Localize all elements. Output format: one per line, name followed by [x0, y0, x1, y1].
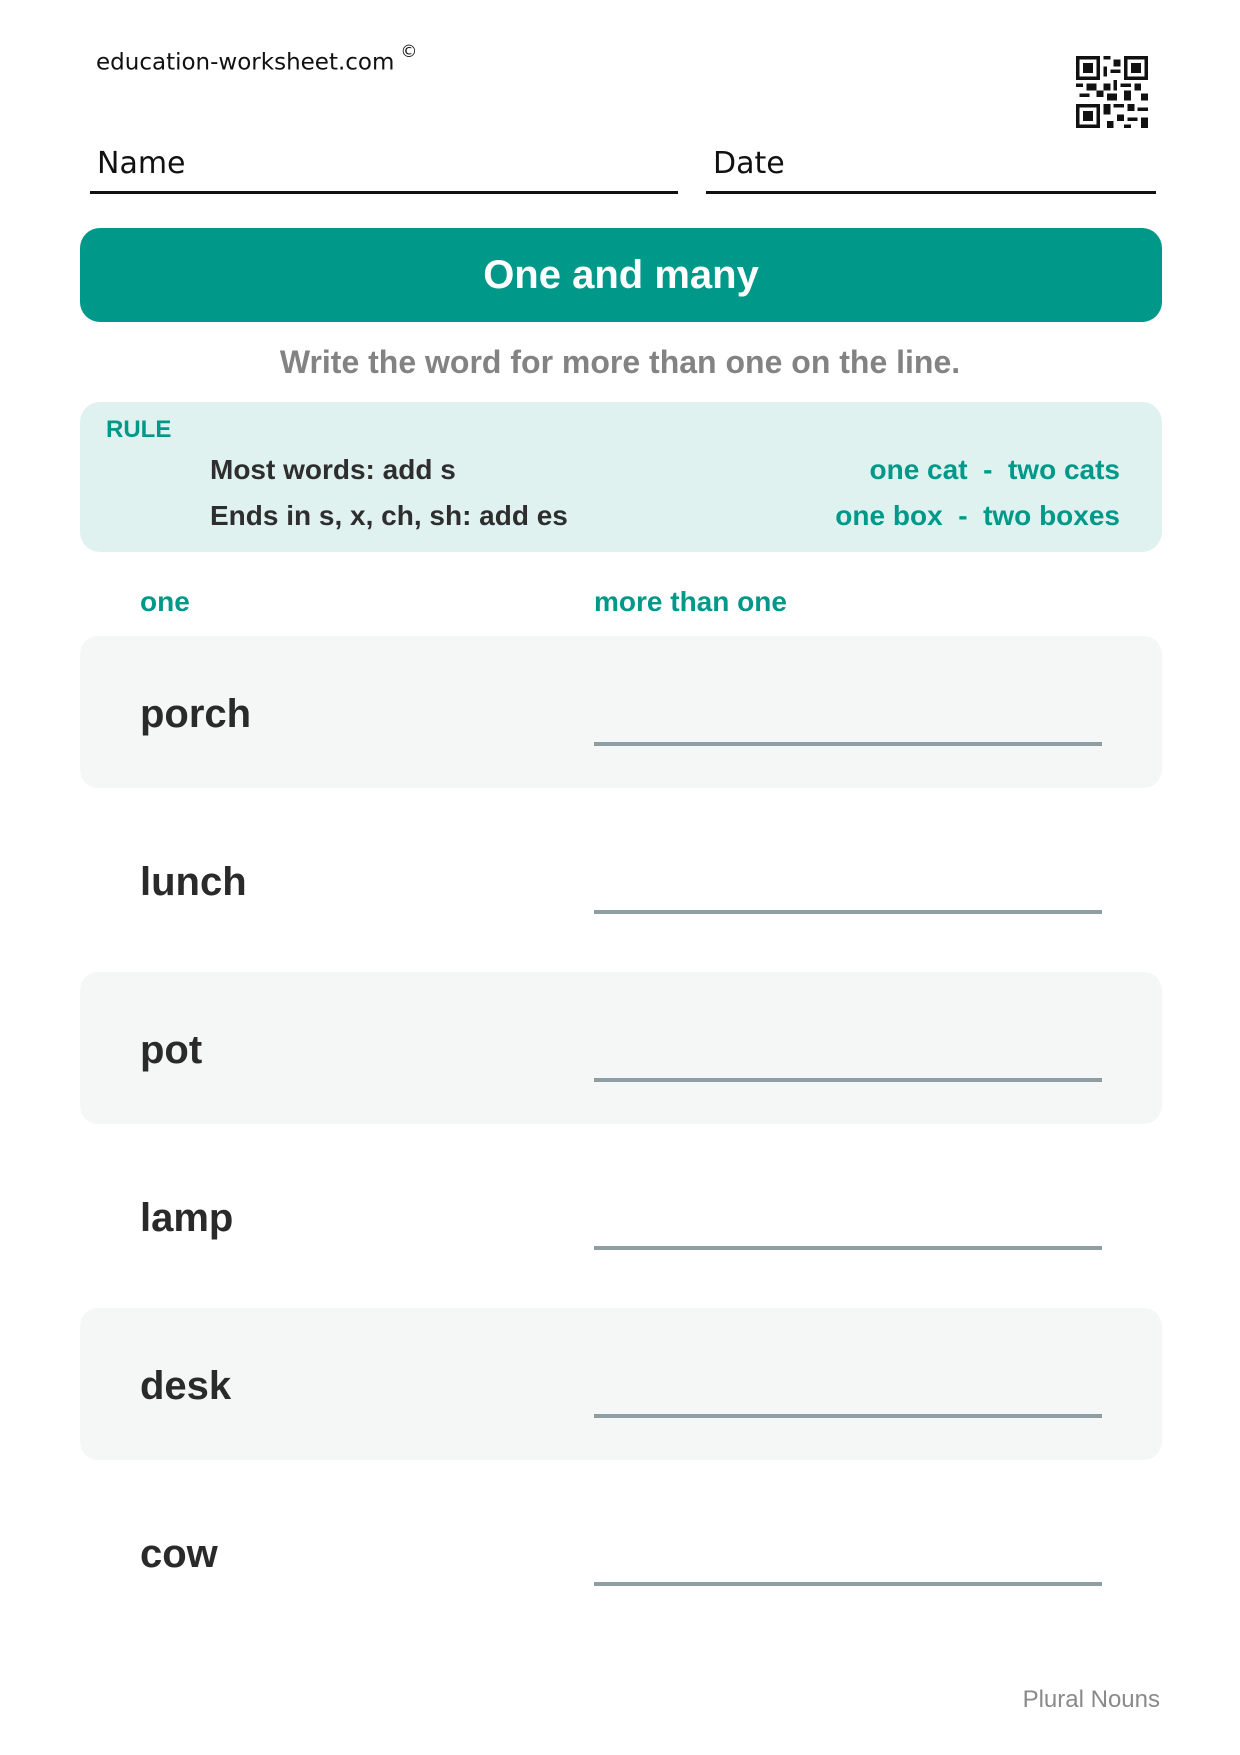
word: porch: [140, 692, 252, 736]
rule-example-cats: one cat - two cats: [869, 454, 1120, 485]
worksheet-title: One and many: [483, 252, 759, 297]
word: cow: [140, 1532, 218, 1576]
title-banner: [80, 228, 1162, 322]
word-row: [80, 972, 1162, 1124]
footer-topic: Plural Nouns: [1022, 1686, 1160, 1713]
rule-line-ends-in: Ends in s, x, ch, sh: add es: [210, 500, 568, 531]
rule-heading: RULE: [106, 416, 172, 443]
answer-line[interactable]: [594, 1246, 1102, 1250]
word: pot: [140, 1028, 203, 1072]
word-row: [80, 1140, 1162, 1292]
word-rows: [80, 636, 1162, 1644]
column-header-one: one: [140, 586, 190, 617]
answer-line[interactable]: [594, 1414, 1102, 1418]
word: desk: [140, 1364, 232, 1408]
name-label: Name: [97, 146, 186, 181]
site-name: [96, 42, 418, 76]
rule-example-boxes: one box - two boxes: [835, 500, 1120, 531]
qr-code-icon: [1076, 56, 1148, 128]
answer-line[interactable]: [594, 742, 1102, 746]
answer-line[interactable]: [594, 910, 1102, 914]
answer-line[interactable]: [594, 1582, 1102, 1586]
site-url: education-worksheet.com: [96, 49, 395, 76]
word-row: [80, 804, 1162, 956]
name-field[interactable]: [90, 140, 678, 194]
date-label: Date: [713, 146, 785, 181]
rule-line-most-words: Most words: add s: [210, 454, 456, 485]
date-field[interactable]: [706, 140, 1156, 194]
word: lunch: [140, 860, 247, 904]
rule-box: [80, 402, 1162, 552]
word-row: [80, 1308, 1162, 1460]
copyright-mark: ©: [400, 42, 418, 62]
word-row: [80, 636, 1162, 788]
word-row: [80, 1476, 1162, 1628]
instruction-text: Write the word for more than one on the line.: [279, 344, 961, 380]
answer-line[interactable]: [594, 1078, 1102, 1082]
word: lamp: [140, 1196, 234, 1240]
column-header-more-than-one: more than one: [594, 586, 787, 617]
